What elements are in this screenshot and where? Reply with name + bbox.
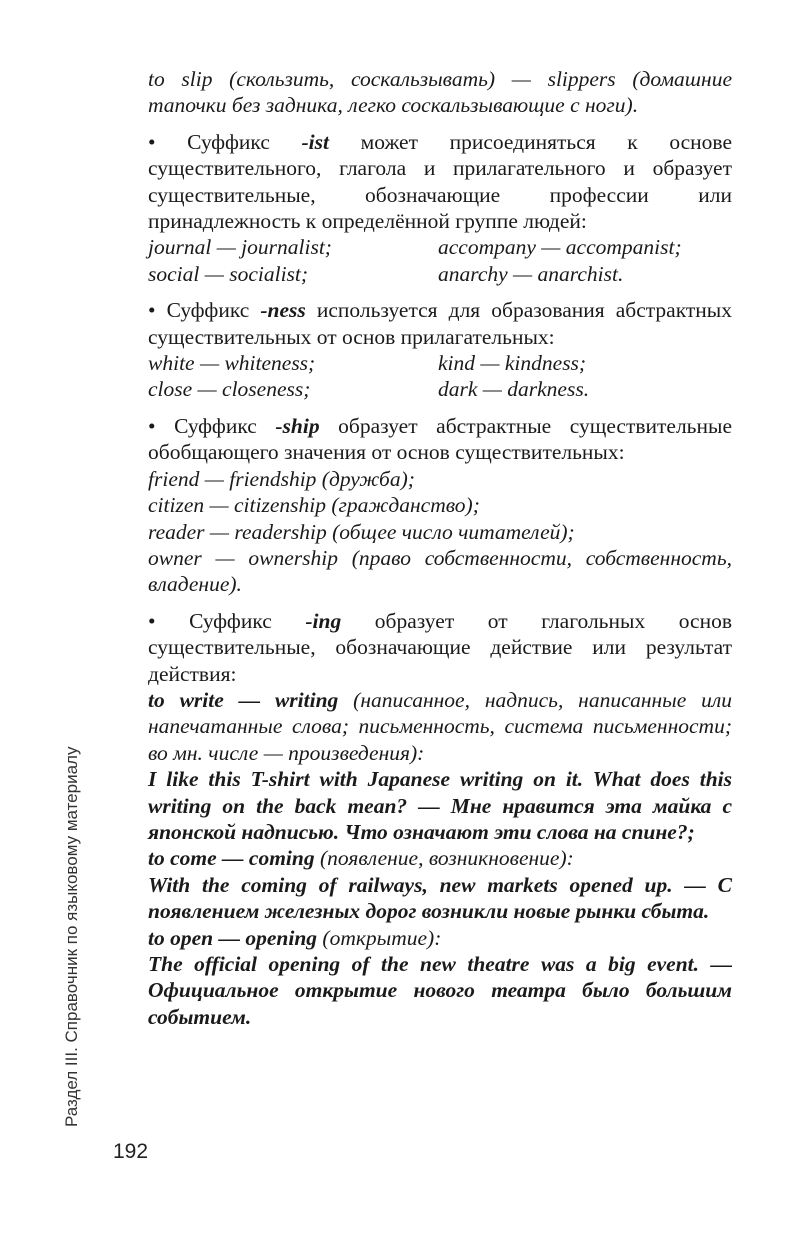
ist-example-row: social — socialist; anarchy — anarchist.: [148, 261, 624, 286]
section-side-label: Раздел III. Справочник по языковому материалу: [62, 746, 81, 1127]
ing-text: образует от глагольных основ существительные, обозначающие действие или результат действия:: [148, 608, 732, 686]
ing-example-2: to come — coming (появление, возникновение):: [148, 846, 574, 871]
ness-text: используется для образования абстрактных существительных от основ прилагательных:: [148, 298, 732, 349]
ing-sentence-3: The official opening of the new theatre was a big event. — Официальное открытие нового театра было большим событием.: [148, 952, 732, 1029]
ness-paragraph: • Суффикс -ness используется для образования абстрактных существительных от основ прилагательных:: [148, 298, 732, 349]
ing-suffix: -ing: [305, 608, 342, 633]
intro-gloss: (скользить, соскальзывать) —: [229, 67, 548, 91]
ing-sentence-1: I like this T-shirt with Japanese writing on it. What does this writing on the back mean? — Мне нравится эта майка с японской надписью. Что означают эти слова на спине?;: [148, 767, 732, 844]
ship-text: образует абстрактные существительные обобщающего значения от основ существительных:: [148, 413, 732, 465]
intro-paragraph: [118, 66, 732, 119]
ship-example: owner — ownership (право собственности, собственность, владение).: [148, 545, 732, 597]
ing-paragraph: • Суффикс -ing образует от глагольных основ существительные, обозначающие действие или результат действия:: [148, 608, 732, 686]
ship-paragraph: • Суффикс -ship образует абстрактные существительные обобщающего значения от основ существительных:: [148, 413, 732, 465]
intro-word2: slippers: [547, 67, 616, 91]
ist-suffix: -ist: [301, 129, 329, 154]
ness-suffix: -ness: [260, 298, 306, 323]
ship-example: reader — readership (общее число читателей);: [148, 519, 575, 544]
ship-suffix: -ship: [275, 413, 320, 438]
intro-word: to slip: [148, 67, 213, 91]
ship-example: citizen — citizenship (гражданство);: [148, 493, 480, 518]
page-body: [118, 66, 732, 1030]
ness-example-row: close — closeness; dark — darkness.: [148, 377, 590, 402]
ist-paragraph: • Суффикс -ist может присоединяться к основе существительного, глагола и прилагательного и образует существительные, обозначающие профессии или принадлежность к определённой группе людей:: [148, 129, 732, 234]
ness-example-row: white — whiteness; kind — kindness;: [148, 351, 587, 376]
page-number: 192: [113, 1140, 149, 1163]
ist-text: может присоединяться к основе существительного, глагола и прилагательного и образует существительные, обозначающие профессии или принадлежность к определённой группе людей:: [148, 129, 732, 234]
intro-gloss2: (домашние тапочки без задника, легко соскальзывающие с ноги).: [148, 67, 732, 118]
ing-example-1: to write — writing (написанное, надпись, написанные или напечатанные слова; письменность, система письменности; во мн. числе — произведения):: [148, 687, 732, 765]
ing-sentence-2: With the coming of railways, new markets opened up. — С появлением железных дорог возникли новые рынки сбыта.: [148, 872, 732, 924]
ing-example-3: to open — opening (открытие):: [148, 925, 442, 950]
ist-example-row: journal — journalist; accompany — accompanist;: [148, 235, 682, 260]
ship-example: friend — friendship (дружба);: [148, 466, 415, 491]
